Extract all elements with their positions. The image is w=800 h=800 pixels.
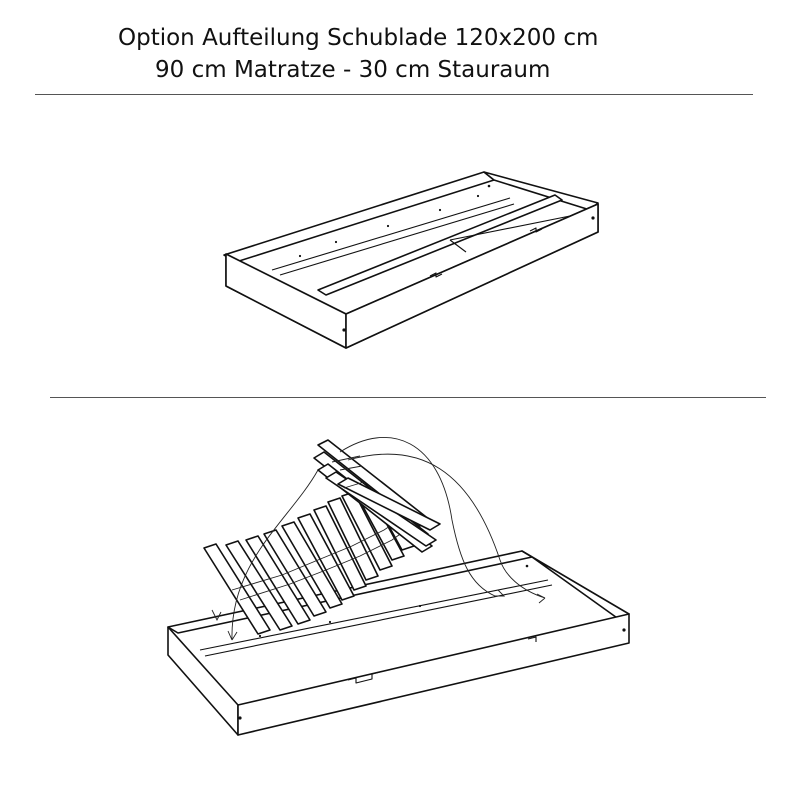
arrowhead-left <box>228 631 237 640</box>
slatted-frame <box>204 440 440 634</box>
drawer-with-slatted-frame-figure <box>168 437 629 735</box>
front-panel <box>346 204 598 348</box>
front-panel-outline <box>226 204 598 348</box>
drawer-front-panel <box>238 614 629 735</box>
drawer-right-rim <box>522 551 629 620</box>
left-end-panel <box>226 254 346 348</box>
drawer-with-divider-figure <box>224 172 598 348</box>
drawer-left-end <box>168 627 238 735</box>
title-line-2: 90 cm Matratze - 30 cm Stauraum <box>155 57 551 83</box>
title-line-1: Option Aufteilung Schublade 120x200 cm <box>118 25 599 51</box>
back-wall <box>224 172 494 262</box>
